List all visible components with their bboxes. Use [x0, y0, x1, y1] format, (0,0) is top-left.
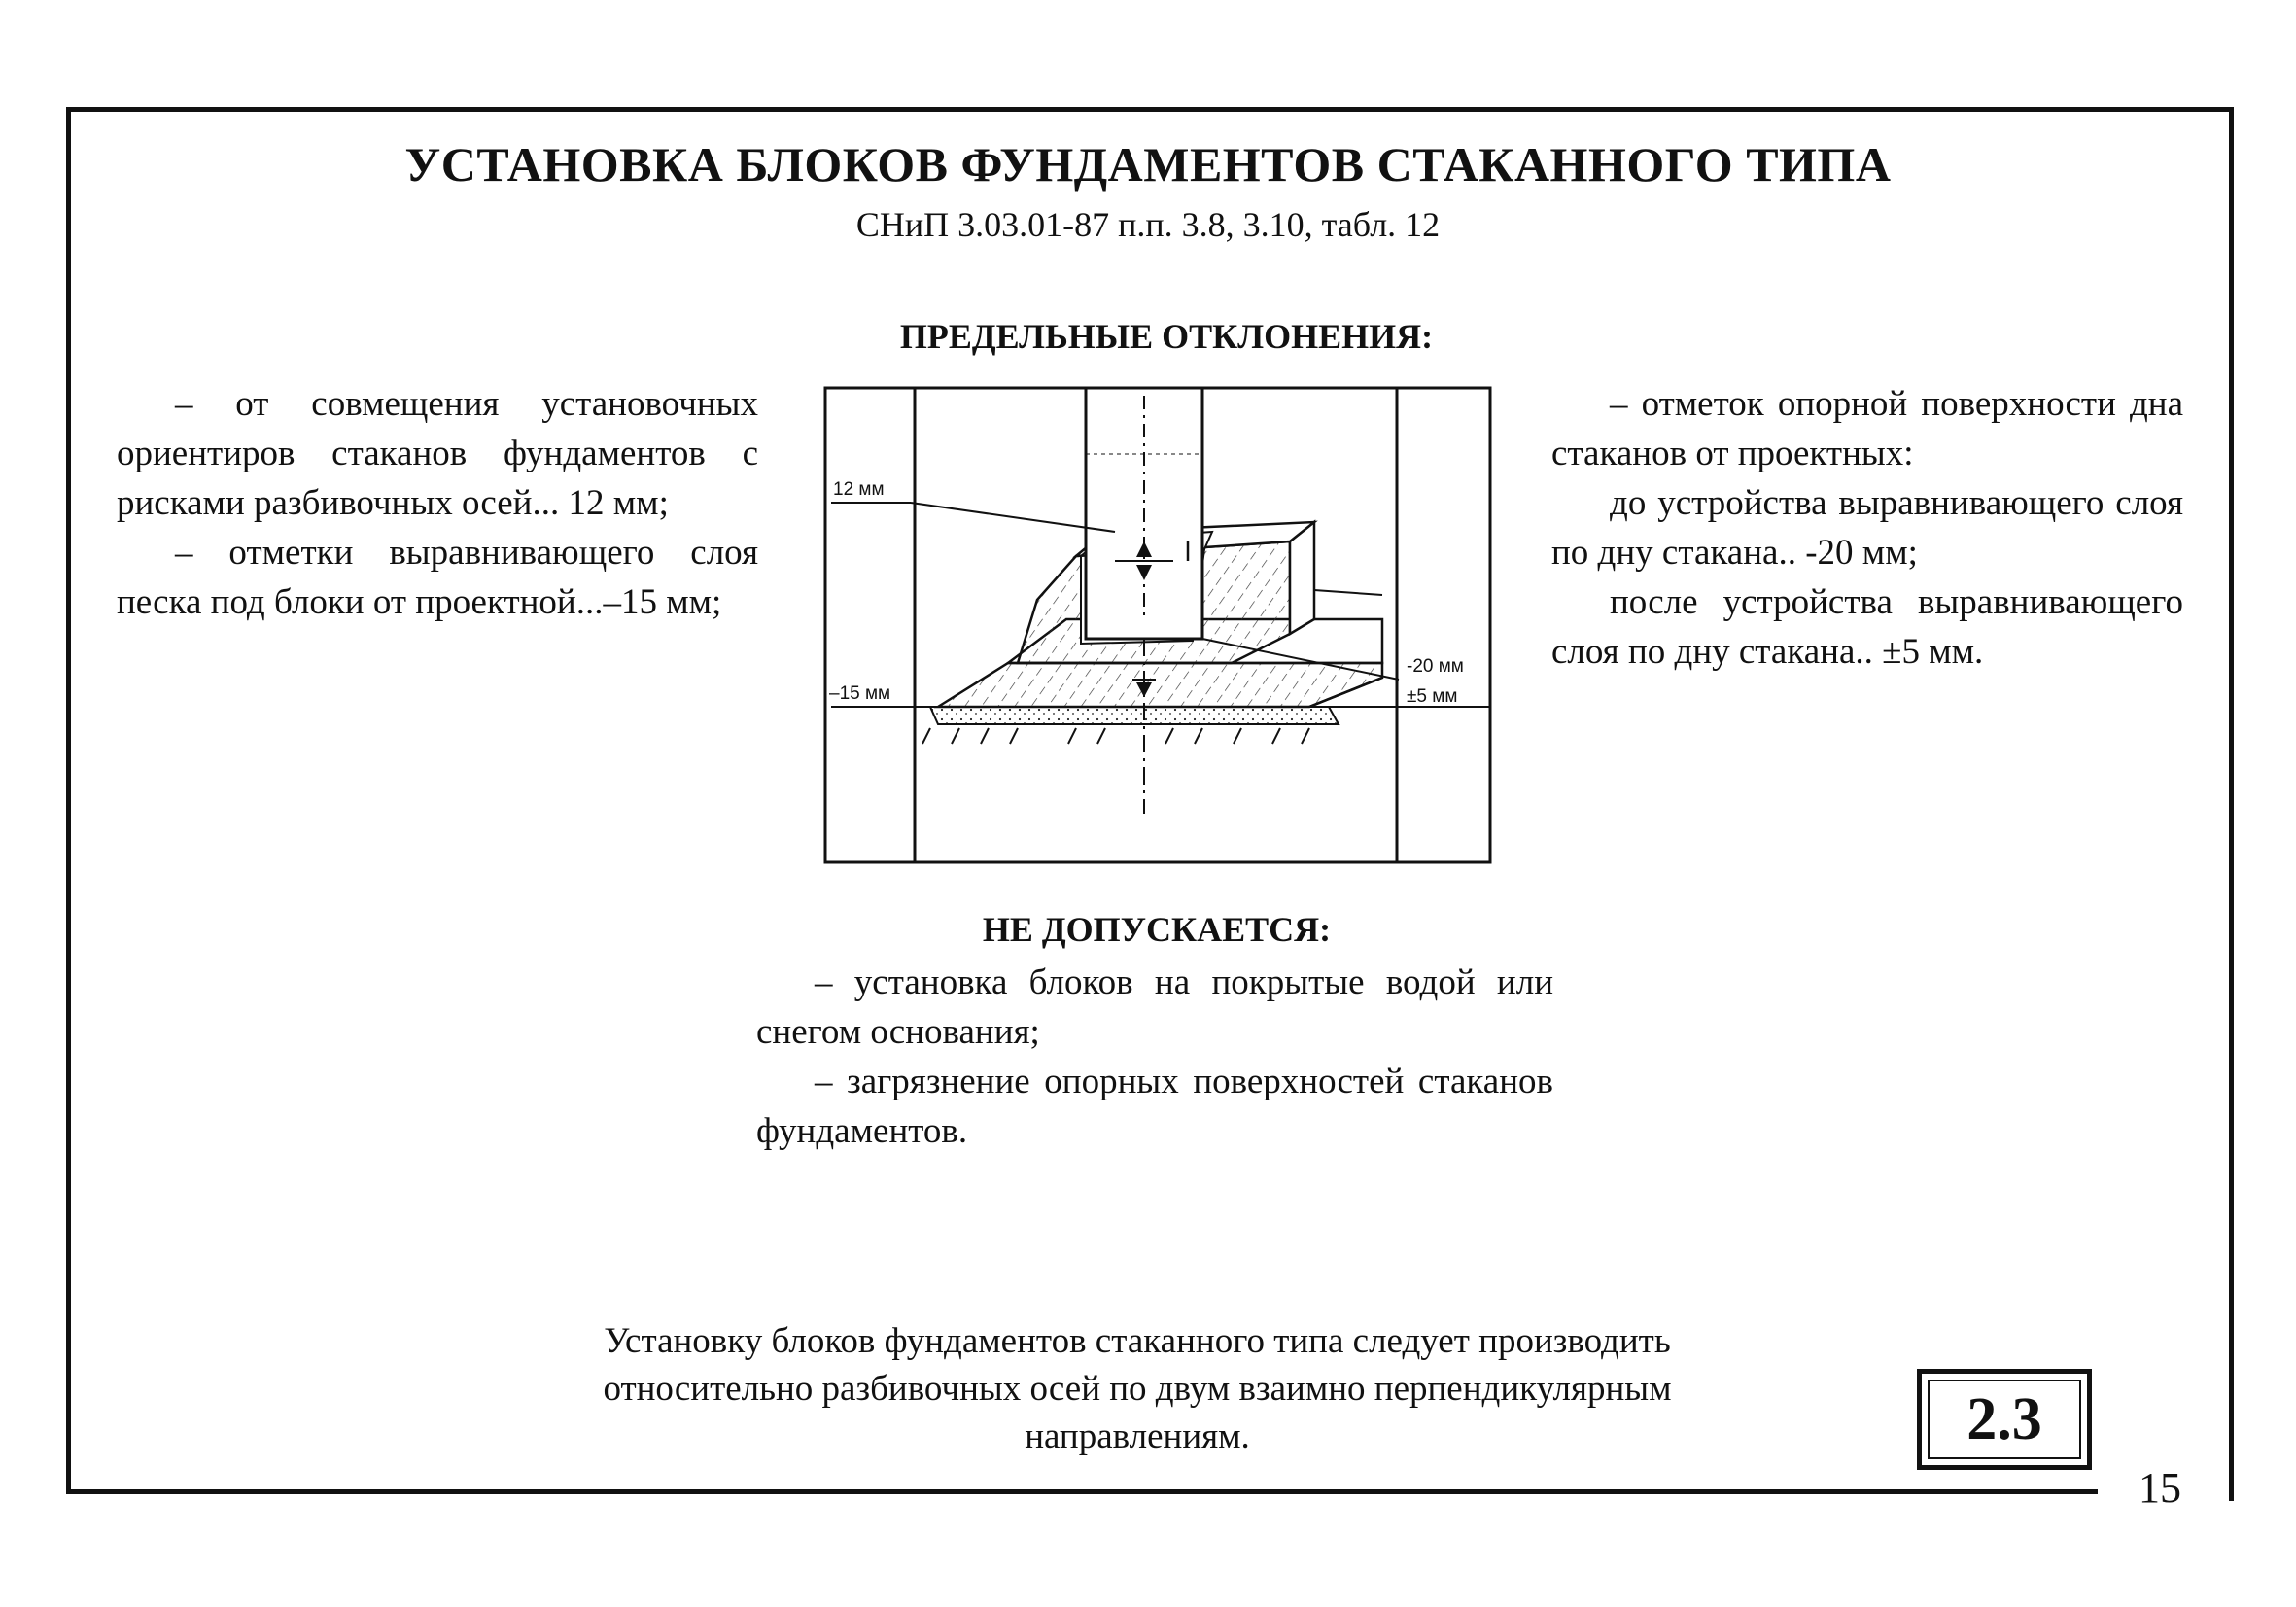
label-12mm: 12 мм — [833, 479, 885, 500]
deviation-item: – отметок опорной поверхности дна стаканов от проектных: — [1551, 384, 2183, 473]
not-allowed-heading: НЕ ДОПУСКАЕТСЯ: — [982, 910, 1332, 949]
sheet-number-badge — [1917, 1369, 2092, 1470]
label-plusminus5: ±5 мм — [1407, 686, 1458, 707]
page-title: УСТАНОВКА БЛОКОВ ФУНДАМЕНТОВ СТАКАННОГО ТИПА — [404, 137, 1892, 192]
deviation-item: – от совмещения установочных ориентиров стаканов фундаментов с рисками разбивочных осей... 12 мм; — [117, 384, 758, 523]
page-number: 15 — [2139, 1464, 2181, 1512]
left-deviations — [117, 379, 758, 627]
installation-note: Установку блоков фундаментов стаканного типа следует производить относительно разбивочных осей по двум взаимно перпендикулярным направлениям. — [603, 1321, 1672, 1456]
deviation-item: – отметки выравнивающего слоя песка под блоки от проектной...–15 мм; — [117, 533, 758, 622]
sand-layer — [930, 707, 1339, 724]
frame-stub — [2229, 1478, 2234, 1501]
deviation-item: после устройства выравнивающего слоя по дну стакана.. ±5 мм. — [1551, 582, 2183, 672]
bottom-rule — [66, 1489, 2098, 1494]
label-minus20: -20 мм — [1407, 656, 1464, 677]
ground-hatch — [922, 728, 1309, 744]
page-subtitle: СНиП 3.03.01-87 п.п. 3.8, 3.10, табл. 12 — [855, 205, 1441, 244]
not-allowed-item: – установка блоков на покрытые водой или снегом основания; — [756, 962, 1553, 1052]
foundation-diagram — [823, 386, 1492, 864]
sheet-number: 2.3 — [1928, 1380, 2081, 1459]
right-deviations — [1551, 379, 2183, 677]
not-allowed-item: – загрязнение опорных поверхностей стаканов фундаментов. — [756, 1062, 1553, 1151]
label-minus15: –15 мм — [829, 683, 891, 704]
not-allowed-list — [756, 958, 1553, 1156]
foundation-slab — [938, 663, 1382, 707]
deviation-item: до устройства выравнивающего слоя по дну стакана.. -20 мм; — [1551, 483, 2183, 573]
deviations-heading: ПРЕДЕЛЬНЫЕ ОТКЛОНЕНИЯ: — [899, 317, 1434, 356]
